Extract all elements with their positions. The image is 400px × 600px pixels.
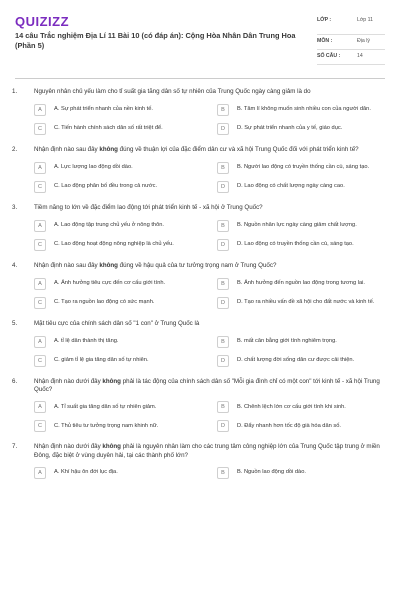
meta-row-class [317,14,385,35]
option-letter: B [217,220,229,232]
question-number: 2. [12,146,18,153]
option-text: B. Nguồn lao động dồi dào. [237,469,306,476]
question-number: 4. [12,262,18,269]
answer-option-c[interactable] [34,122,207,136]
option-letter: B [217,162,229,174]
answer-option-d[interactable] [217,238,390,252]
option-text: B. Chênh lệch lớn cơ cấu giới tính khi sinh. [237,403,346,410]
question-text [34,262,390,271]
meta-label: LỚP : [317,17,332,23]
answer-options [34,161,390,194]
question-number: 7. [12,443,18,451]
option-text: B. Tâm lí không muốn sinh nhiều con của người dân. [237,106,371,113]
option-letter: B [217,401,229,413]
question-text [34,443,390,459]
option-letter: B [217,278,229,290]
question-text-end: đúng về thuận lợi của đặc điểm dân cư và xã hội Trung Quốc đối với phát triển kinh tế? [117,146,359,153]
answer-option-a[interactable] [34,466,207,480]
answer-option-c[interactable] [34,296,207,310]
option-letter: D [217,181,229,193]
quiz-title: 14 câu Trắc nghiệm Địa Lí 11 Bài 10 (có đáp án): Cộng Hòa Nhân Dân Trung Hoa (Phần 5) [15,31,296,50]
question-text-end: phải là nguyên nhân làm cho các trung tâm công nghiệp lớn của Trung Quốc tập trung ở miền Đông, đặc biệt ở vùng duyên hải, tại các thành phố lớn? [34,443,380,459]
option-text: B. Ảnh hưởng đến nguồn lao động trong tương lai. [237,280,365,287]
question-emphasis: không [99,262,118,269]
quizizz-logo[interactable]: QUIZIZZ [15,14,70,29]
option-text: A. tỉ lệ dân thành thị tăng. [54,338,119,345]
answer-option-a[interactable] [34,219,207,233]
option-text: D. Lao động có truyền thống cần cù, sáng tạo. [237,241,354,248]
answer-option-a[interactable] [34,103,207,117]
answer-option-d[interactable] [217,180,390,194]
option-letter: B [217,467,229,479]
answer-option-c[interactable] [34,354,207,368]
question-emphasis: không [102,443,121,451]
meta-row-subject [317,35,385,50]
answer-option-a[interactable] [34,277,207,291]
answer-option-a[interactable] [34,161,207,175]
header-divider [15,78,385,79]
option-text: B. Người lao động có truyền thống cần cù, sáng tạo. [237,164,370,171]
option-letter: B [217,104,229,116]
answer-option-c[interactable] [34,238,207,252]
question-text-end: phải là tác động của chính sách dân số "Mỗi gia đình chỉ có một con" tới kinh tế - xã hội Trung Quốc? [34,378,380,394]
quiz-meta-table [317,14,385,65]
option-letter: C [34,123,46,135]
document-header [15,14,385,70]
answer-options [34,400,390,433]
option-text: D. Sự phát triển nhanh của y tế, giáo dục. [237,125,343,132]
answer-option-b[interactable] [217,103,390,117]
answer-option-d[interactable] [217,122,390,136]
question-7 [12,443,390,479]
answer-options [34,219,390,252]
question-5 [12,320,390,368]
question-number: 5. [12,320,18,327]
answer-options [34,103,390,136]
answer-option-b[interactable] [217,335,390,349]
option-text: D. Tạo ra nhiều vấn đề xã hội cho đất nước và kinh tế. [237,299,375,306]
question-3 [12,204,390,252]
answer-option-d[interactable] [217,354,390,368]
question-2 [12,146,390,194]
question-text-start: Nhận định nào sau đây [34,146,100,153]
meta-value: 14 [357,53,363,59]
option-letter: B [217,336,229,348]
question-4 [12,262,390,310]
answer-option-b[interactable] [217,466,390,480]
option-text: C. Thủ tiêu tư tưởng trọng nam khinh nữ. [54,422,159,429]
option-letter: A [34,278,46,290]
option-letter: A [34,336,46,348]
answer-option-a[interactable] [34,400,207,414]
meta-row-count [317,50,385,65]
option-letter: A [34,220,46,232]
answer-option-d[interactable] [217,419,390,433]
option-text: D. Lao động có chất lượng ngày càng cao. [237,183,345,190]
question-1 [12,88,390,136]
question-text-start: Nhận định nào dưới đây [34,378,103,385]
question-number: 6. [12,378,18,385]
question-6 [12,378,390,433]
question-text: Nguyên nhân chủ yếu làm cho tỉ suất gia tăng dân số tự nhiên của Trung Quốc ngày càng giảm là do [34,88,311,95]
answer-option-b[interactable] [217,219,390,233]
option-letter: D [217,420,229,432]
option-letter: D [217,239,229,251]
answer-option-b[interactable] [217,161,390,175]
meta-label: SỐ CÂU : [317,53,341,59]
option-text: C. Tạo ra nguồn lao động có sức mạnh. [54,299,155,306]
option-letter: C [34,181,46,193]
meta-value: Địa lý [357,38,370,44]
option-letter: D [217,297,229,309]
option-text: B. mất cân bằng giới tính nghiêm trọng. [237,338,337,345]
option-letter: D [217,123,229,135]
option-text: A. Khí hậu ôn đới lục địa. [54,469,118,476]
question-text-start: Nhận định nào dưới đây [34,443,103,451]
option-text: C. giảm tỉ lệ gia tăng dân số tự nhiên. [54,357,149,364]
option-letter: A [34,401,46,413]
question-text [34,378,390,394]
option-letter: A [34,162,46,174]
option-text: C. Tiến hành chính sách dân số rất triệt để. [54,125,163,132]
option-text: D. Đẩy nhanh hơn tốc độ già hóa dân số. [237,422,341,429]
answer-option-b[interactable] [217,277,390,291]
answer-options [34,335,390,368]
option-text: A. Tỉ suất gia tăng dân số tự nhiên giảm. [54,403,157,410]
question-text: Tiềm năng to lớn về đặc điểm lao động tới phát triển kinh tế - xã hội ở Trung Quốc? [34,204,263,211]
option-letter: C [34,239,46,251]
option-text: A. Lực lượng lao động dồi dào. [54,164,133,171]
question-emphasis: không [102,378,121,385]
answer-option-c[interactable] [34,419,207,433]
option-text: A. Sự phát triển nhanh của nền kinh tế. [54,106,153,113]
meta-label: MÔN : [317,38,333,44]
question-emphasis: không [99,146,118,153]
question-text-start: Nhận định nào sau đây [34,262,100,269]
option-letter: A [34,467,46,479]
option-letter: C [34,355,46,367]
option-letter: C [34,420,46,432]
meta-value: Lớp 11 [357,17,373,23]
option-letter: C [34,297,46,309]
answer-options [34,277,390,310]
question-text-end: đúng về hậu quả của tư tưởng trọng nam ở Trung Quốc? [117,262,277,269]
answer-option-c[interactable] [34,180,207,194]
option-text: C. Lao động hoạt động nông nghiệp là chủ yếu. [54,241,174,248]
question-list [12,88,390,490]
answer-option-d[interactable] [217,296,390,310]
option-text: B. Nguồn nhân lực ngày càng giảm chất lượng. [237,222,357,229]
option-text: A. Ảnh hưởng tiêu cực đến cơ cấu giới tính. [54,280,166,287]
option-text: C. Lao động phân bố đều trong cả nước. [54,183,158,190]
question-number: 3. [12,204,18,211]
question-text: Mặt tiêu cực của chính sách dân số "1 con" ở Trung Quốc là [34,320,200,327]
option-letter: D [217,355,229,367]
option-text: D. chất lượng đời sống dân cư được cải thiện. [237,357,355,364]
answer-options [34,466,390,480]
answer-option-a[interactable] [34,335,207,349]
option-letter: A [34,104,46,116]
option-text: A. Lao động tập trung chủ yếu ở nông thôn. [54,222,164,229]
question-text [34,146,390,155]
question-number: 1. [12,88,18,95]
answer-option-b[interactable] [217,400,390,414]
